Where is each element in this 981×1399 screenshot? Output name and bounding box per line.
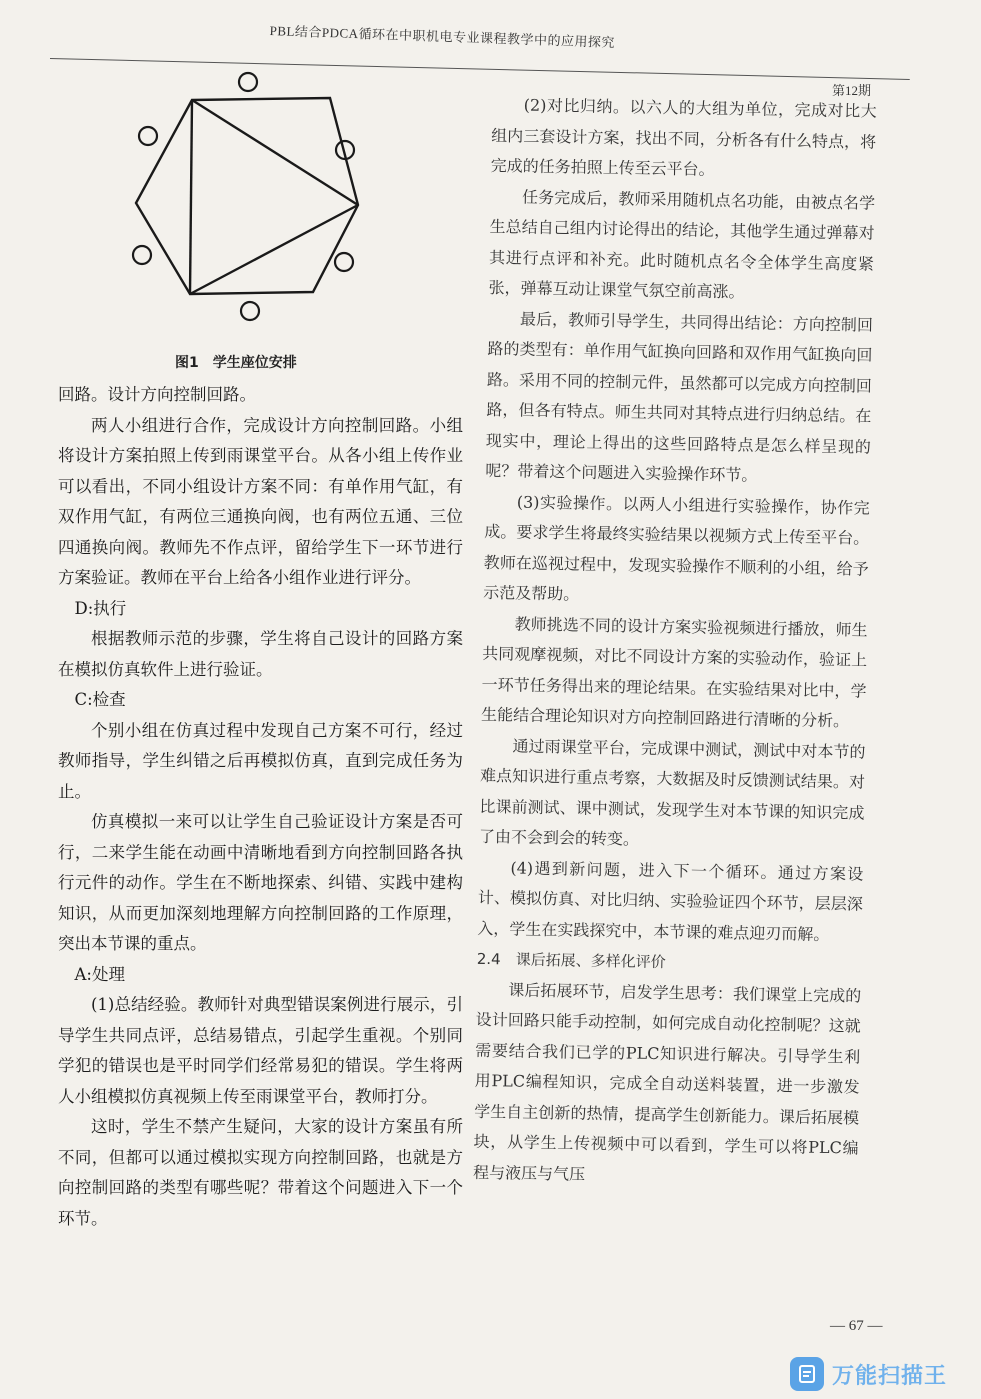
page-number: — 67 —: [830, 1318, 883, 1334]
paragraph: 回路。设计方向控制回路。: [58, 385, 256, 404]
paragraph: (2)对比归纳。以六人的大组为单位，完成对比大组内三套设计方案，找出不同，分析各有什么特点，将完成的任务拍照上传至云平台。: [490, 95, 877, 179]
paragraph: 最后，教师引导学生，共同得出结论：方向控制回路的类型有：单作用气缸换向回路和双作用气缸换向回路。采用不同的控制元件，虽然都可以完成方向控制回路，但各有特点。师生共同对其特点进行归纳总结。在现实中，理论上得出的这些回路特点是怎么样呈现的呢？带着这个问题进入实验操作环节。: [485, 309, 874, 485]
running-header-title: PBL结合PDCA循环在中职机电专业课程教学中的应用探究: [269, 22, 616, 51]
issue-number: 第12期: [831, 83, 871, 98]
triangle-edge-bottom: [190, 205, 358, 294]
scanner-app-icon: [790, 1357, 824, 1391]
paragraph: (4)遇到新问题，进入下一个循环。通过方案设计、模拟仿真、对比归纳、实验验证四个环节，层层深入，学生在实践探究中，本节课的难点迎刃而解。: [477, 857, 864, 944]
paragraph: 个别小组在仿真过程中发现自己方案不可行，经过教师指导，学生纠错之后再模拟仿真，直到完成任务为止。: [58, 720, 463, 801]
paragraph: 课后拓展环节，启发学生思考：我们课堂上完成的设计回路只能手动控制，如何完成自动化控制呢？这就需要结合我们已学的PLC知识进行解决。引导学生利用PLC编程知识，完成全自动送料装置，进一步激发学生自主创新的热情，提高学生创新能力。课后拓展模块，从学生上传视频中可以看到，学生可以将PLC编程与液压与气压: [472, 979, 862, 1184]
figure-caption: 图1 学生座位安排: [175, 355, 297, 371]
triangle-edge-top: [192, 100, 358, 205]
section-label-check: C:检查: [74, 690, 126, 709]
right-text-column: [473, 90, 877, 1195]
paragraph: (3)实验操作。以两人小组进行实验操作，协作完成。要求学生将最终实验结果以视频方式上传至平台。教师在巡视过程中，发现实验操作不顺利的小组，给予示范及帮助。: [483, 491, 870, 604]
seat-circle-top: [239, 73, 257, 91]
section-label-act: A:处理: [74, 964, 125, 984]
triangle-edge-left: [190, 100, 192, 294]
section-label-do: D:执行: [74, 598, 127, 618]
seat-circle-bottom: [241, 302, 259, 320]
scanner-watermark: [790, 1352, 975, 1396]
paragraph: (1)总结经验。教师针对典型错误案例进行展示，引导学生共同点评，总结易错点，引起学生重视。个别同学犯的错误也是平时同学们经常易犯的错误。学生将两人小组模拟仿真视频上传至雨课堂平台，教师打分。: [58, 995, 463, 1106]
paragraph: 这时，学生不禁产生疑问，大家的设计方案虽有所不同，但都可以通过模拟实现方向控制回路，也就是方向控制回路的类型有哪些呢？带着这个问题进入下一个环节。: [58, 1117, 463, 1228]
section-heading-2-4: 2.4 课后拓展、多样化评价: [476, 949, 666, 972]
paragraph: 两人小组进行合作，完成设计方向控制回路。小组将设计方案拍照上传到雨课堂平台。从各小组上传作业可以看出，不同小组设计方案不同：有单作用气缸，有双作用气缸，有两位三通换向阀，也有两位五通、三位四通换向阀。教师先不作点评，留给学生下一环节进行方案验证。教师在平台上给各小组作业进行评分。: [58, 415, 463, 587]
paragraph: 任务完成后，教师采用随机点名功能，由被点名学生总结自己组内讨论得出的结论，其他学生通过弹幕对其进行点评和补充。此时随机点名令全体学生高度紧张，弹幕互动让课堂气氛空前高涨。: [488, 187, 876, 302]
paragraph: 通过雨课堂平台，完成课中测试，测试中对本节的难点知识进行重点考察，大数据及时反馈测试结果。对比课前测试、课中测试，发现学生对本节课的知识完成了由不会到会的转变。: [478, 735, 866, 849]
seating-diagram: [120, 70, 380, 330]
paragraph: 根据教师示范的步骤，学生将自己设计的回路方案在模拟仿真软件上进行验证。: [58, 629, 463, 679]
paragraph: 仿真模拟一来可以让学生自己验证设计方案是否可行，二来学生能在动画中清晰地看到方向控制回路各执行元件的动作。学生在不断地探索、纠错、实践中建构知识，从而更加深刻地理解方向控制回路的工作原理，突出本节课的重点。: [58, 812, 463, 953]
left-text-column: [58, 380, 463, 1234]
seat-circle-upper-left: [139, 127, 157, 145]
seat-circle-lower-right: [335, 253, 353, 271]
paragraph: 教师挑选不同的设计方案实验视频进行播放，师生共同观摩视频，对比不同设计方案的实验动作，验证上一环节任务得出来的理论结果。在实验结果对比中，学生能结合理论知识对方向控制回路进行清晰的分析。: [480, 613, 868, 731]
seat-circle-lower-left: [133, 246, 151, 264]
watermark-text: 万能扫描王: [832, 1363, 948, 1389]
